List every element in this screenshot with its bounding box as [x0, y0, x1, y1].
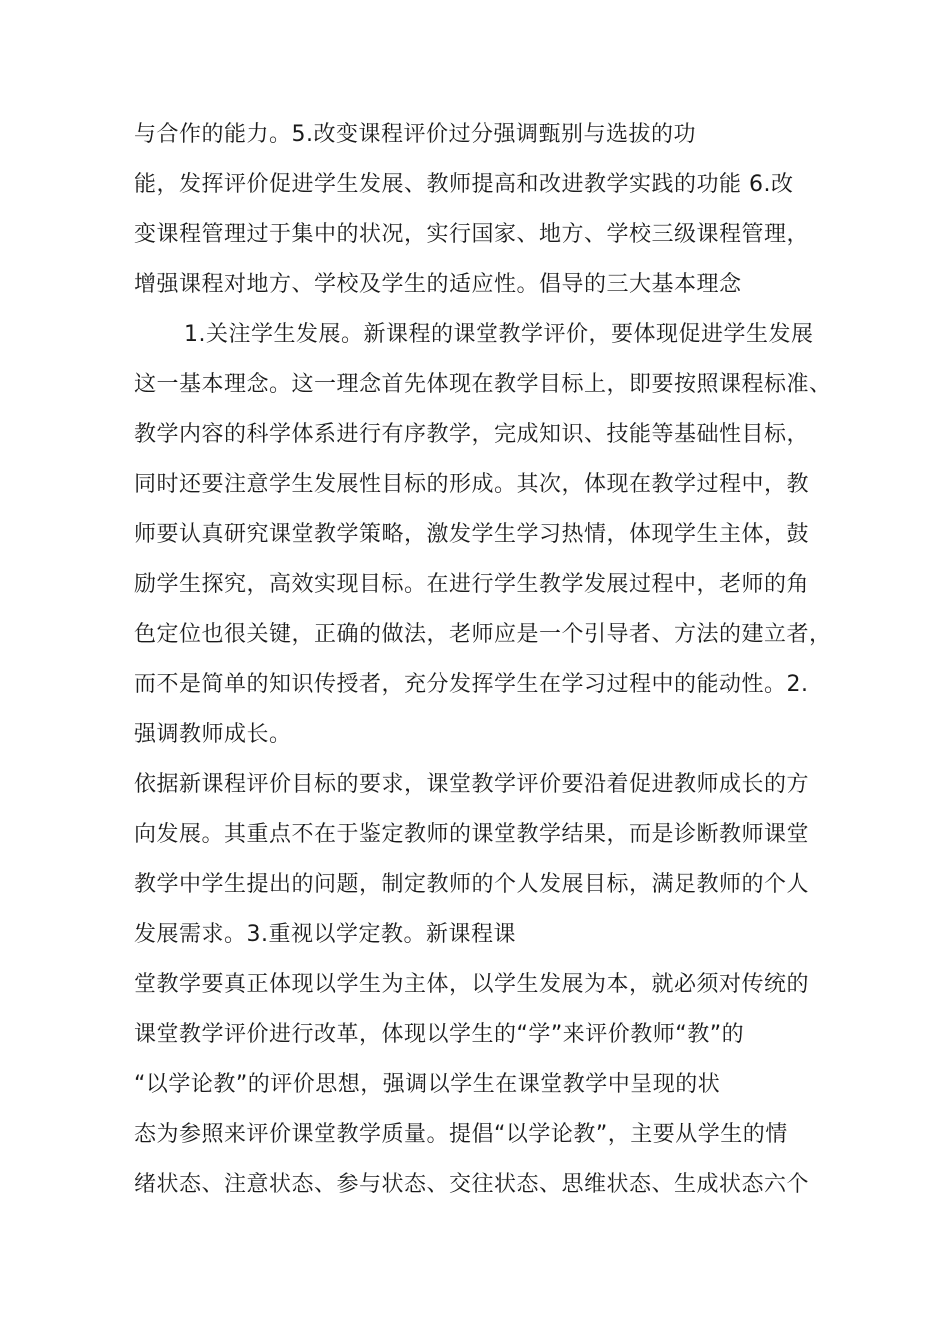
text-line-13: 强调教师成长。	[134, 722, 292, 747]
text-line-22: 绪状态、注意状态、参与状态、交往状态、思维状态、生成状态六个	[134, 1172, 810, 1197]
text-line-2: 能，发挥评价促进学生发展、教师提高和改进教学实践的功能 6.改	[134, 172, 794, 197]
text-line-12: 而不是简单的知识传授者，充分发挥学生在学习过程中的能动性。2.	[134, 672, 809, 697]
text-line-18: 堂教学要真正体现以学生为主体，以学生发展为本，就必须对传统的	[134, 972, 810, 997]
text-line-6: 这一基本理念。这一理念首先体现在教学目标上，即要按照课程标准、	[134, 372, 832, 397]
text-line-8: 同时还要注意学生发展性目标的形成。其次，体现在教学过程中，教	[134, 472, 810, 497]
text-line-14: 依据新课程评价目标的要求，课堂教学评价要沿着促进教师成长的方	[134, 772, 810, 797]
text-line-19: 课堂教学评价进行改革，体现以学生的“学”来评价教师“教”的	[134, 1022, 745, 1047]
text-line-17: 发展需求。3.重视以学定教。新课程课	[134, 922, 516, 947]
text-line-3: 变课程管理过于集中的状况，实行国家、地方、学校三级课程管理，	[134, 222, 810, 247]
text-line-7: 教学内容的科学体系进行有序教学，完成知识、技能等基础性目标，	[134, 422, 810, 447]
text-line-10: 励学生探究，高效实现目标。在进行学生教学发展过程中，老师的角	[134, 572, 810, 597]
text-line-21: 态为参照来评价课堂教学质量。提倡“以学论教”，主要从学生的情	[134, 1122, 788, 1147]
text-line-20: “以学论教”的评价思想，强调以学生在课堂教学中呈现的状	[134, 1072, 721, 1097]
text-line-4: 增强课程对地方、学校及学生的适应性。倡导的三大基本理念	[134, 272, 742, 297]
text-line-5: 1.关注学生发展。新课程的课堂教学评价，要体现促进学生发展	[184, 322, 814, 347]
text-line-16: 教学中学生提出的问题，制定教师的个人发展目标，满足教师的个人	[134, 872, 810, 897]
text-line-15: 向发展。其重点不在于鉴定教师的课堂教学结果，而是诊断教师课堂	[134, 822, 810, 847]
text-line-11: 色定位也很关键，正确的做法，老师应是一个引导者、方法的建立者，	[134, 622, 832, 647]
text-line-1: 与合作的能力。5.改变课程评价过分强调甄别与选拔的功	[134, 122, 696, 147]
text-line-9: 师要认真研究课堂教学策略，激发学生学习热情，体现学生主体，鼓	[134, 522, 810, 547]
